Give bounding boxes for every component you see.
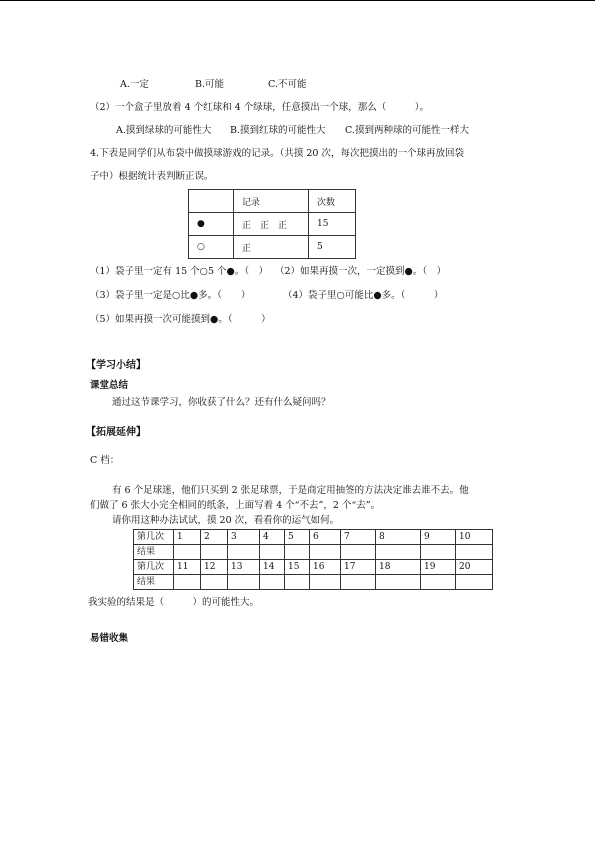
result-cell <box>376 575 421 590</box>
table-row <box>134 575 493 590</box>
trial-number: 12 <box>201 560 228 575</box>
result-cell <box>174 575 201 590</box>
result-cell <box>260 575 285 590</box>
black-ball-symbol: ● <box>189 213 234 236</box>
extension-heading: 【拓展延伸】 <box>86 427 146 438</box>
trial-number: 5 <box>285 530 310 545</box>
result-cell <box>341 545 376 560</box>
extension-instruction: 请你用这种办法试试，摸 20 次，看看你的运气如何。 <box>112 515 340 526</box>
trial-number: 6 <box>310 530 341 545</box>
trial-number: 7 <box>341 530 376 545</box>
table-header-cell <box>189 190 234 213</box>
record-table <box>188 189 356 259</box>
mistakes-heading: 易错收集 <box>90 633 129 644</box>
q4-stem-line2: 子中）根据统计表判断正误。 <box>90 171 214 182</box>
trial-number: 11 <box>174 560 201 575</box>
trial-number: 20 <box>456 560 493 575</box>
judgment-2: （2）如果再摸一次，一定摸到●。（ ） <box>275 266 447 277</box>
q2-option-c: C.摸到两种球的可能性一样大 <box>345 125 469 136</box>
result-cell <box>421 545 456 560</box>
q2-option-a: A.摸到绿球的可能性大 <box>116 125 212 136</box>
result-cell <box>285 545 310 560</box>
result-cell <box>456 545 493 560</box>
table-row <box>134 530 493 545</box>
table-row <box>189 236 356 259</box>
summary-subheading: 课堂总结 <box>90 380 129 391</box>
q2-option-b: B.摸到红球的可能性大 <box>230 125 326 136</box>
trial-number: 19 <box>421 560 456 575</box>
trial-number: 15 <box>285 560 310 575</box>
extension-paragraph-line1: 有 6 个足球迷，他们只买到 2 张足球票，于是商定用抽签的方法决定谁去谁不去。他 <box>112 485 469 496</box>
row-label: 第几次 <box>134 530 174 545</box>
level-label: C 档： <box>90 455 120 466</box>
result-label: 结果 <box>134 575 174 590</box>
record-tally: 正 <box>234 236 309 259</box>
extension-paragraph-line2: 们做了 6 张大小完全相同的纸条，上面写着 4 个“不去”，2 个“去”。 <box>90 500 381 511</box>
q4-stem-line1: 4.下表是同学们从布袋中做摸球游戏的记录。（共摸 20 次，每次把摸出的一个球再放回袋 <box>90 148 464 159</box>
trials-table <box>133 529 493 590</box>
trial-number: 18 <box>376 560 421 575</box>
table-header-row <box>189 190 356 213</box>
trial-number: 8 <box>376 530 421 545</box>
q2-stem: （2）一个盒子里放着 4 个红球和 4 个绿球，任意摸出一个球，那么（ ）。 <box>90 102 429 113</box>
result-label: 结果 <box>134 545 174 560</box>
q1-option-b: B.可能 <box>195 79 225 90</box>
count-cell: 5 <box>309 236 356 259</box>
white-ball-symbol: ○ <box>189 236 234 259</box>
judgment-4: （4）袋子里○可能比●多。（ ） <box>283 290 444 301</box>
summary-text: 通过这节课学习，你收获了什么？还有什么疑问吗？ <box>112 397 331 408</box>
trial-number: 17 <box>341 560 376 575</box>
trial-number: 16 <box>310 560 341 575</box>
trial-number: 13 <box>228 560 260 575</box>
trial-number: 4 <box>260 530 285 545</box>
judgment-5: （5）如果再摸一次可能摸到●。（ ） <box>90 314 271 325</box>
count-cell: 15 <box>309 213 356 236</box>
record-tally: 正 正 正 <box>234 213 309 236</box>
judgment-3: （3）袋子里一定是○比●多。（ ） <box>90 290 251 301</box>
table-header-cell: 次数 <box>309 190 356 213</box>
result-cell <box>201 545 228 560</box>
result-cell <box>376 545 421 560</box>
table-row <box>189 213 356 236</box>
trial-number: 3 <box>228 530 260 545</box>
trial-number: 10 <box>456 530 493 545</box>
result-cell <box>456 575 493 590</box>
result-cell <box>285 575 310 590</box>
q1-option-a: A.一定 <box>120 79 149 90</box>
result-cell <box>201 575 228 590</box>
trial-number: 2 <box>201 530 228 545</box>
experiment-conclusion: 我实验的结果是（ ）的可能性大。 <box>88 597 260 608</box>
summary-heading: 【学习小结】 <box>86 360 146 371</box>
table-header-cell: 记录 <box>234 190 309 213</box>
result-cell <box>228 575 260 590</box>
result-cell <box>341 575 376 590</box>
trial-number: 9 <box>421 530 456 545</box>
result-cell <box>260 545 285 560</box>
table-row <box>134 545 493 560</box>
result-cell <box>310 575 341 590</box>
judgment-1: （1）袋子里一定有 15 个○5 个●。（ ） <box>90 266 269 277</box>
page-top-border <box>0 0 595 1</box>
result-cell <box>228 545 260 560</box>
result-cell <box>174 545 201 560</box>
row-label: 第几次 <box>134 560 174 575</box>
result-cell <box>421 575 456 590</box>
q1-option-c: C.不可能 <box>268 79 307 90</box>
trial-number: 1 <box>174 530 201 545</box>
result-cell <box>310 545 341 560</box>
trial-number: 14 <box>260 560 285 575</box>
table-row <box>134 560 493 575</box>
